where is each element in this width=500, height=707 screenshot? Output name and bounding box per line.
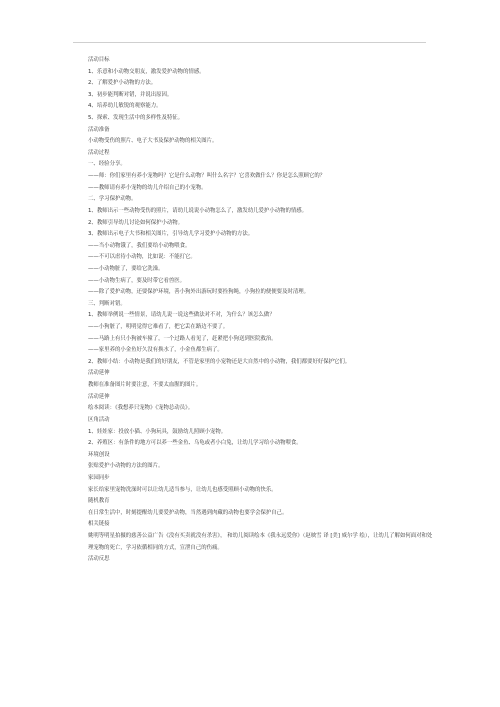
section-heading-related-links: 相关链接 — [88, 521, 110, 528]
goal-item: 3、初步能判断对错，并说出原因。 — [88, 91, 173, 98]
paragraph: ——小动物生病了，要及时带它看兽医。 — [88, 277, 186, 284]
paragraph: ——小狗脏了，明明觉得它难看了，把它丢在路边不要了。 — [88, 324, 229, 331]
paragraph: 1、教师举例说一些情景，请幼儿说一说这些做法对不对，为什么？该怎么做？ — [88, 312, 275, 319]
goal-item: 1、乐意和小动物交朋友，激发爱护动物的情感。 — [88, 68, 205, 75]
section-heading-preparation: 活动准备 — [88, 126, 110, 133]
subheading: 二、学习保护动物。 — [88, 196, 137, 203]
goal-item: 2、了解爱护小动物的方法。 — [88, 80, 157, 87]
paragraph: ——不可以虐待小动物，比如说：不能打它。 — [88, 254, 196, 261]
section-heading-extension: 活动延伸 — [88, 370, 110, 377]
section-heading-corner-activity: 区角活动 — [88, 416, 110, 423]
goal-item: 4、培养幼儿敏锐的观察能力。 — [88, 103, 162, 110]
paragraph: 3、教师出示电子大书和相关图片，引导幼儿学习爱护小动物的方法。 — [88, 231, 254, 238]
paragraph: 小动物受伤的照片、电子大书及保护动物的相关图片。 — [88, 138, 218, 145]
paragraph: 家长给家里宠物洗澡时可以让幼儿适当参与，让幼儿也感受照顾小动物的快乐。 — [88, 486, 277, 493]
paragraph: 在日常生活中，时刻提醒幼儿要爱护动物，当然遇到肉藏的动物也要学会保护自己。 — [88, 509, 288, 516]
paragraph: ——当小动物饿了，我们要给小动物喂食。 — [88, 242, 191, 249]
paragraph: 1、娃娃家：投放小猫、小狗玩具，鼓励幼儿照顾小宠物。 — [88, 428, 227, 435]
subheading: 三、判断对错。 — [88, 300, 126, 307]
paragraph: 1、教师出示一些动物受伤的照片，请幼儿说说小动物怎么了，激发幼儿爱护小动物的情感。 — [88, 207, 308, 214]
paragraph: 2、养殖区：有条件的地方可以养一些金鱼、乌龟或者小白兔，让幼儿学习给小动物喂食。 — [88, 440, 302, 447]
section-heading-process: 活动过程 — [88, 149, 110, 156]
paragraph: ——教师请有养小宠物的幼儿介绍自己的小宠物。 — [88, 184, 207, 191]
section-heading-extension: 活动延伸 — [88, 393, 110, 400]
paragraph: ——小动物脏了，要给它洗澡。 — [88, 265, 164, 272]
subheading: 一、经验分享。 — [88, 161, 126, 168]
goal-item: 5、探索、发现生活中的多样性及特征。 — [88, 115, 184, 122]
section-heading-environment: 环境创设 — [88, 451, 110, 458]
paragraph: 教师在准备图片时要注意，不要太血腥的图片。 — [88, 382, 202, 389]
section-heading-reflection: 活动反思 — [88, 556, 110, 563]
paragraph: ——除了爱护动物，还要保护环境，善小狗外出游玩时要拴狗绳，小狗拉的便便要及时清理。 — [88, 289, 310, 296]
paragraph: 2、教师引导幼儿讨论如何保护小动物。 — [88, 219, 184, 226]
header-rule — [73, 42, 426, 43]
section-heading-goals: 活动目标 — [88, 57, 110, 63]
section-heading-incidental-education: 随机教育 — [88, 498, 110, 505]
paragraph: ——马路上有只小狗被车撞了，一个过路人看见了，赶紧把小狗送到医院救治。 — [88, 335, 277, 342]
paragraph: ——家里养的小金鱼好久没有换水了，小金鱼都生病了。 — [88, 347, 223, 354]
section-heading-home-school: 家园同步 — [88, 474, 110, 481]
paragraph: ——师：你们家里有养小宠物吗？它是什么动物？叫什么名字？它喜欢做什么？你是怎么照顾它的？ — [88, 173, 326, 180]
paragraph: 2、教师小结：小动物是我们的好朋友，不管是家里的小宠物还是大自然中的小动物，我们都要好好保护它们。 — [88, 358, 351, 365]
lesson-plan-document — [88, 55, 433, 566]
paragraph: 张贴爱护小动物的方法的图片。 — [88, 463, 164, 470]
paragraph: 姚明等明星拍摄的慈善公益广告《没有买卖就没有杀害》， 和幼儿阅读绘本《我永远爱你》（赵映雪 译 [美] 威尔学 绘），让幼儿了解如何面对和处理宠物的死亡，学习依循相同的方式，宣泄自己的伤痛。 — [88, 532, 433, 551]
paragraph: 绘本阅读：《我想养只宠物》《宠物总动员》。 — [88, 405, 194, 412]
